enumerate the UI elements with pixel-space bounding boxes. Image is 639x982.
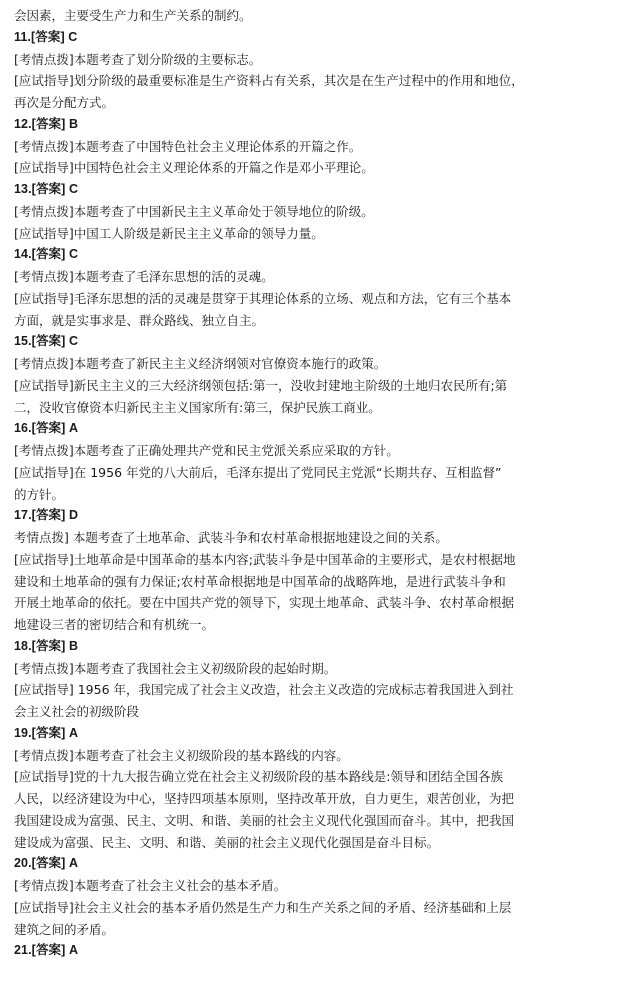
text-line: 考情点拨] 本题考查了土地革命、武装斗争和农村革命根据地建设之间的关系。 xyxy=(14,530,448,545)
text-line: [应试指导]中国工人阶级是新民主主义革命的领导力量。 xyxy=(14,225,324,241)
text-line: 我国建设成为富强、民主、文明、和谐、美丽的社会主义现代化强国而奋斗。其中，把我国 xyxy=(14,812,515,828)
text-line: [应试指导]土地革命是中国革命的基本内容;武装斗争是中国革命的主要形式，是农村根据地 xyxy=(14,551,516,567)
text-line: 的方针。 xyxy=(14,486,65,502)
text-line: [考情点拨]本题考查了正确处理共产党和民主党派关系应采取的方针。 xyxy=(14,443,399,458)
text-line: [应试指导] 1956 年，我国完成了社会主义改造，社会主义改造的完成标志着我国进入到社 xyxy=(14,682,514,698)
answer-heading: 16.[答案] A xyxy=(14,421,79,436)
text-line: [考情点拨]本题考查了中国新民主主义革命处于领导地位的阶级。 xyxy=(14,203,374,219)
answer-heading: 20.[答案] A xyxy=(14,856,79,871)
text-line: 建设和土地革命的强有力保证;农村革命根据地是中国革命的战略阵地，是进行武装斗争和 xyxy=(14,573,506,589)
text-line: [应试指导]毛泽东思想的活的灵魂是贯穿于其理论体系的立场、观点和方法，它有三个基本 xyxy=(14,290,512,306)
text-line: [考情点拨]本题考查了社会主义社会的基本矛盾。 xyxy=(14,878,287,893)
answer-heading: 17.[答案] D xyxy=(14,508,79,523)
text-line: [应试指导]社会主义社会的基本矛盾仍然是生产力和生产关系之间的矛盾、经济基础和上层 xyxy=(14,899,512,915)
text-line: [应试指导]新民主主义的三大经济纲领包括:第一，没收封建地主阶级的土地归农民所有;第 xyxy=(14,377,508,393)
text-line: 方面，就是实事求是、群众路线、独立自主。 xyxy=(14,312,265,328)
answer-heading: 11.[答案] C xyxy=(14,29,78,44)
text-line: [应试指导]划分阶级的最重要标准是生产资料占有关系，其次是在生产过程中的作用和地位， xyxy=(14,73,524,89)
text-line: [应试指导]党的十九大报告确立党在社会主义初级阶段的基本路线是:领导和团结全国各族 xyxy=(14,769,503,785)
text-line: 建设成为富强、民主、文明、和谐、美丽的社会主义现代化强国是奋斗目标。 xyxy=(14,834,440,850)
answer-heading: 13.[答案] C xyxy=(14,182,79,196)
text-line: [应试指导]中国特色社会主义理论体系的开篇之作是邓小平理论。 xyxy=(14,160,374,176)
text-line: 会因素，主要受生产力和生产关系的制约。 xyxy=(14,8,252,23)
text-line: 建筑之间的矛盾。 xyxy=(14,921,115,937)
text-line: 会主义社会的初级阶段 xyxy=(14,704,140,719)
text-line: [考情点拨]本题考查了毛泽东思想的活的灵魂。 xyxy=(14,269,274,284)
answer-heading: 12.[答案] B xyxy=(14,116,79,131)
answer-heading: 15.[答案] C xyxy=(14,334,79,349)
answer-heading: 18.[答案] B xyxy=(14,638,79,653)
text-line: 再次是分配方式。 xyxy=(14,95,115,110)
text-line: 开展土地革命的依托。要在中国共产党的领导下，实现土地革命、武装斗争、农村革命根据 xyxy=(14,595,515,611)
answer-heading: 19.[答案] A xyxy=(14,725,79,740)
text-line: 人民，以经济建设为中心，坚持四项基本原则，坚持改革开放，自力更生，艰苦创业，为把 xyxy=(14,791,515,806)
text-line: [应试指导]在 1956 年党的八大前后，毛泽东提出了党同民主党派“长期共存、互相监督” xyxy=(14,464,502,480)
text-line: [考情点拨]本题考查了划分阶级的主要标志。 xyxy=(14,51,262,67)
text-line: [考情点拨]本题考查了我国社会主义初级阶段的起始时期。 xyxy=(14,660,337,676)
text-line: [考情点拨]本题考查了新民主主义经济纲领对官僚资本施行的政策。 xyxy=(14,356,387,371)
answer-heading: 21.[答案] A xyxy=(14,943,79,958)
text-line: [考情点拨]本题考查了中国特色社会主义理论体系的开篇之作。 xyxy=(14,138,362,154)
text-line: 二，没收官僚资本归新民主主义国家所有:第三，保护民族工商业。 xyxy=(14,399,381,415)
answer-heading: 14.[答案] C xyxy=(14,247,79,262)
text-line: 地建设三者的密切结合和有机统一。 xyxy=(14,617,215,632)
text-line: [考情点拨]本题考查了社会主义初级阶段的基本路线的内容。 xyxy=(14,747,349,763)
